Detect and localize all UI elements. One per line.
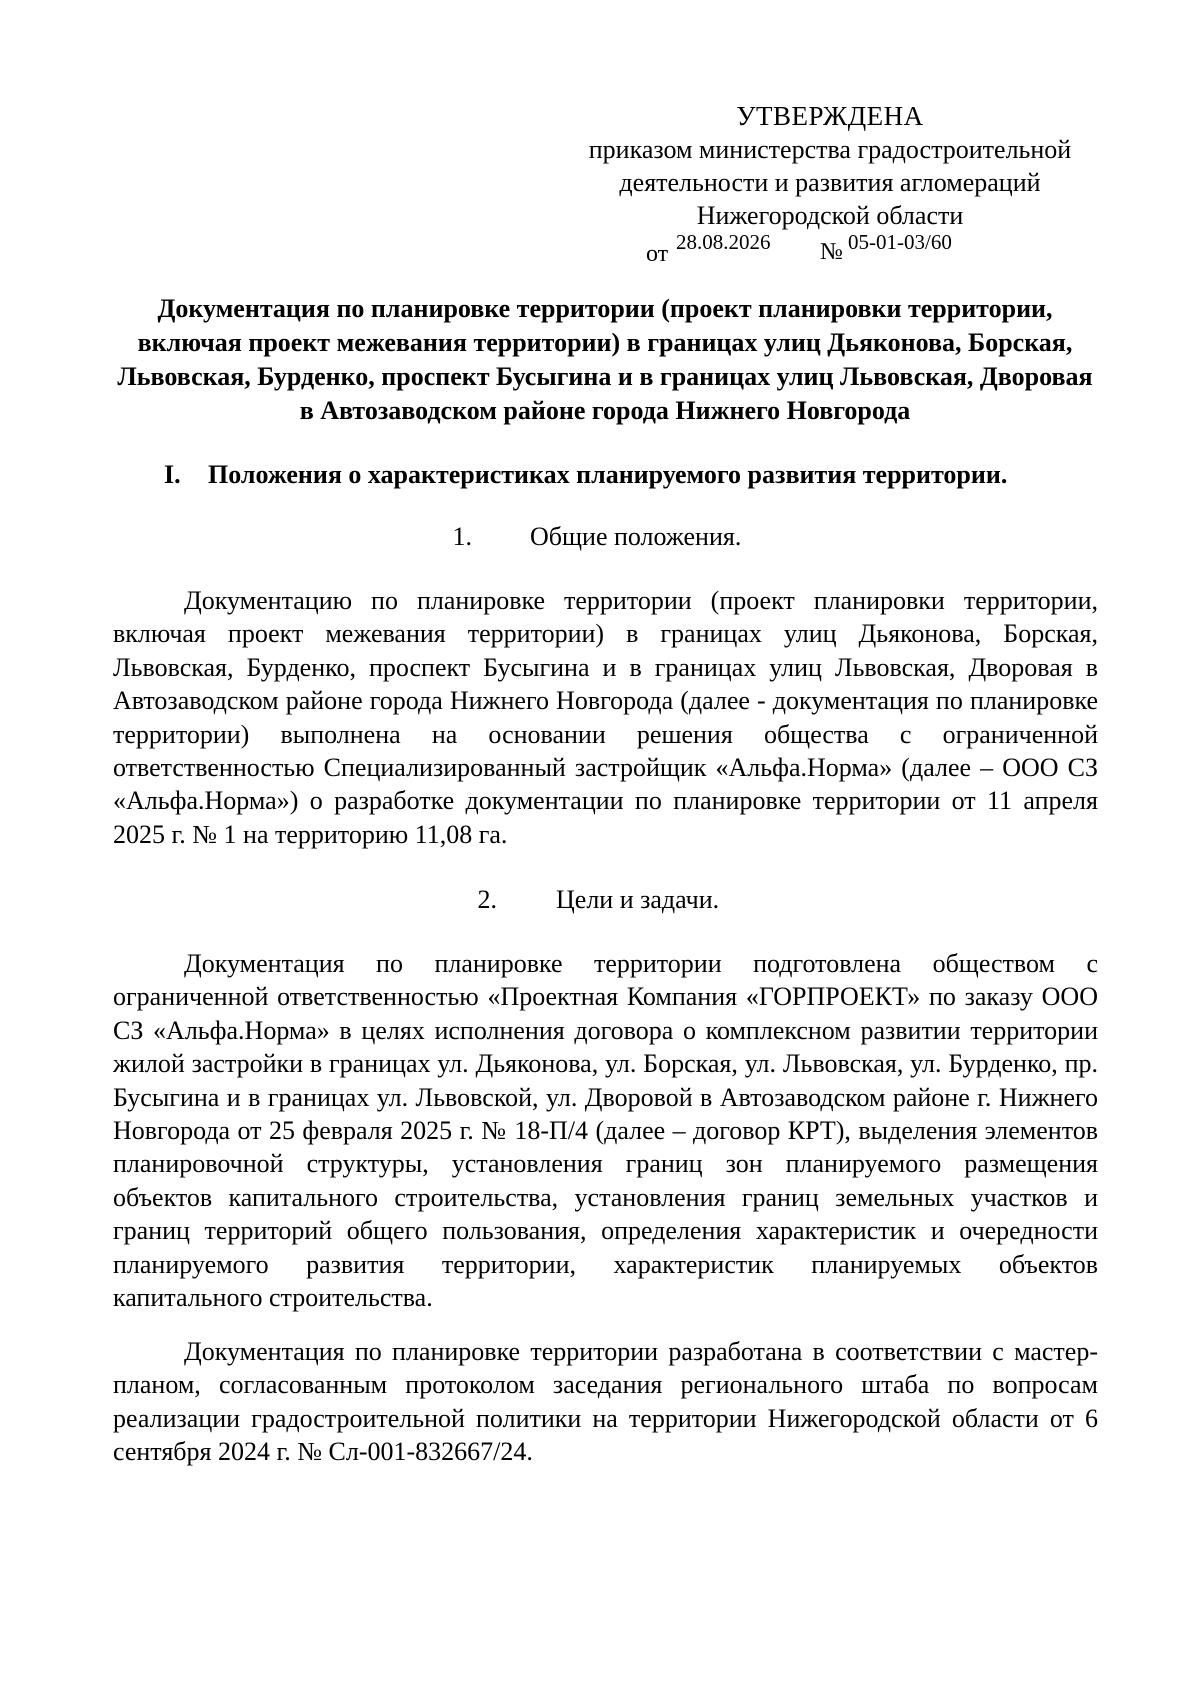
- paragraph: Документацию по планировке территории (проект планировки территории, включая проект межевания территории) в границах улиц Дьяконова, Борская, Львовская, Бурденко, проспект Бусыгина и в границах улиц Львовская, Дворовая в Автозаводском районе города Нижнего Новгорода (далее - документация по планировке территории) выполнена на основании решения общества с ограниченной ответственностью Специализированный застройщик «Альфа.Норма» (далее – ООО СЗ «Альфа.Норма») о разработке документации по планировке территории от 11 апреля 2025 г. № 1 на территорию 11,08 га.: [113, 586, 1098, 849]
- approval-line-3: Нижегородской области: [696, 201, 964, 230]
- document-title: Документация по планировке территории (проект планировки территории, включая проект межевания территории) в границах улиц Дьяконова, Борская, Львовская, Бурденко, проспект Бусыгина и в границах улиц Львовская, Дворовая в Автозаводском районе города Нижнего Новгорода: [117, 294, 1093, 425]
- subsection-number: 2.: [477, 885, 497, 914]
- subsection-number: 1.: [452, 522, 472, 551]
- order-date: 28.08.2026: [676, 230, 771, 254]
- from-label: от: [646, 241, 669, 267]
- approval-title: УТВЕРЖДЕНА: [736, 101, 924, 131]
- section-numeral: I.: [164, 460, 181, 489]
- approval-line-1: приказом министерства градостроительной: [588, 135, 1072, 164]
- approval-block: [560, 100, 1100, 266]
- number-label: №: [820, 239, 843, 265]
- subsection-title: Общие положения.: [530, 522, 742, 551]
- order-number: 05-01-03/60: [848, 230, 952, 254]
- approval-dateline: [560, 232, 1100, 266]
- section-title: Положения о характеристиках планируемого развития территории.: [208, 460, 1008, 489]
- subsection-title: Цели и задачи.: [556, 885, 720, 914]
- paragraph: Документация по планировке территории разработана в соответствии с мастер-планом, согласованным протоколом заседания регионального штаба по вопросам реализации градостроительной политики на территории Нижегородской области от 6 сентября 2024 г. № Сл-001-832667/24.: [113, 1337, 1098, 1467]
- paragraph: Документация по планировке территории подготовлена обществом с ограниченной ответственностью «Проектная Компания «ГОРПРОЕКТ» по заказу ООО СЗ «Альфа.Норма» в целях исполнения договора о комплексном развитии территории жилой застройки в границах ул. Дьяконова, ул. Борская, ул. Львовская, ул. Бурденко, пр. Бусыгина и в границах ул. Львовской, ул. Дворовой в Автозаводском районе г. Нижнего Новгорода от 25 февраля 2025 г. № 18-П/4 (далее – договор КРТ), выделения элементов планировочной структуры, установления границ зон планируемого размещения объектов капитального строительства, установления границ земельных участков и границ территорий общего пользования, определения характеристик и очередности планируемого развития территории, характеристик планируемых объектов капитального строительства.: [113, 949, 1098, 1313]
- approval-line-2: деятельности и развития агломераций: [619, 168, 1041, 197]
- section-heading: [164, 458, 1104, 492]
